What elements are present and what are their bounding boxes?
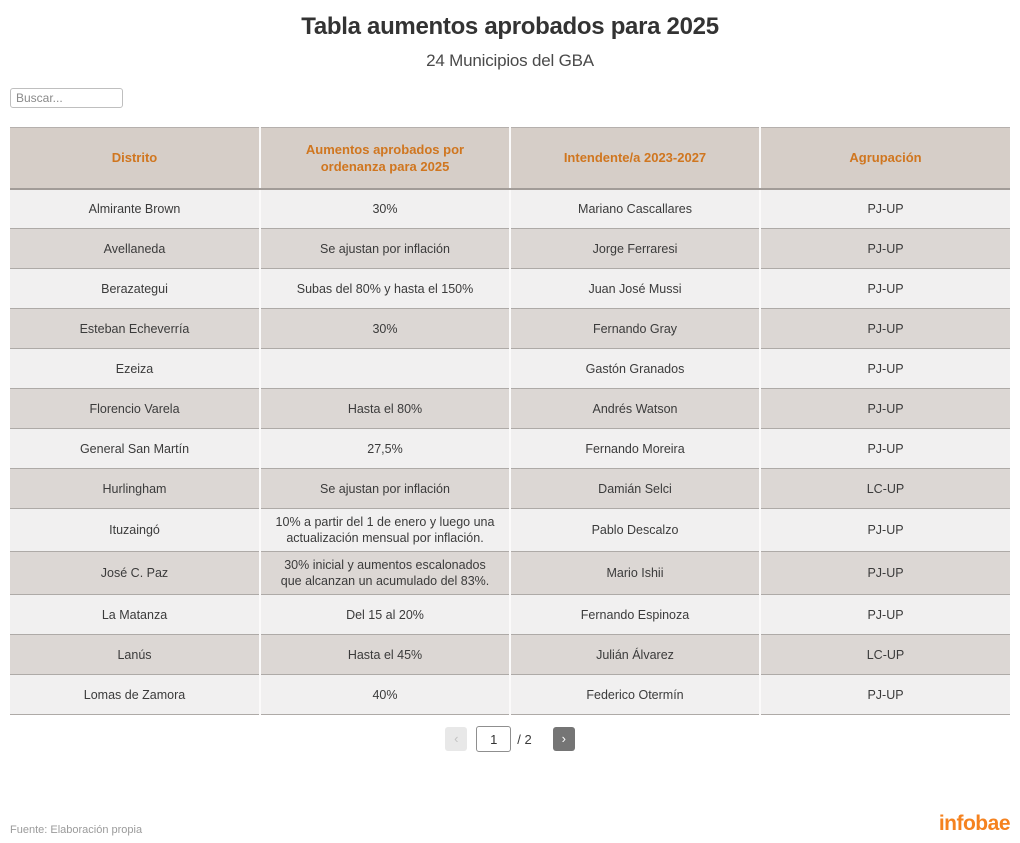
table-cell: Se ajustan por inflación xyxy=(260,469,510,509)
footer xyxy=(0,812,1020,836)
table-cell: Federico Otermín xyxy=(510,675,760,715)
table-cell xyxy=(260,349,510,389)
table-cell: Mario Ishii xyxy=(510,552,760,595)
table-controls xyxy=(10,88,1010,108)
table-cell: Ezeiza xyxy=(10,349,260,389)
page-title: Tabla aumentos aprobados para 2025 xyxy=(301,13,719,40)
table-cell: PJ-UP xyxy=(760,675,1010,715)
table-header xyxy=(10,128,1010,189)
table-container xyxy=(10,127,1010,715)
table-cell: Fernando Moreira xyxy=(510,429,760,469)
column-header[interactable]: Agrupación xyxy=(760,128,1010,189)
table-cell: Juan José Mussi xyxy=(510,269,760,309)
table-cell: Almirante Brown xyxy=(10,189,260,229)
table-cell: PJ-UP xyxy=(760,349,1010,389)
table-cell: 10% a partir del 1 de enero y luego una actualización mensual por inflación. xyxy=(260,509,510,552)
table-row xyxy=(10,469,1010,509)
table-cell: Esteban Echeverría xyxy=(10,309,260,349)
column-header[interactable]: Aumentos aprobados por ordenanza para 2025 xyxy=(260,128,510,189)
table-row xyxy=(10,389,1010,429)
table-cell: PJ-UP xyxy=(760,429,1010,469)
next-page-button[interactable] xyxy=(553,727,575,751)
prev-page-button[interactable] xyxy=(445,727,467,751)
table-cell: PJ-UP xyxy=(760,595,1010,635)
table-cell: LC-UP xyxy=(760,469,1010,509)
table-row xyxy=(10,429,1010,469)
table-row xyxy=(10,229,1010,269)
table-cell: Berazategui xyxy=(10,269,260,309)
page-subtitle: 24 Municipios del GBA xyxy=(426,51,594,70)
table-row xyxy=(10,349,1010,389)
table-cell: Hurlingham xyxy=(10,469,260,509)
table-row xyxy=(10,189,1010,229)
table-cell: LC-UP xyxy=(760,635,1010,675)
table-cell: Hasta el 45% xyxy=(260,635,510,675)
chevron-left-icon: ‹ xyxy=(454,731,459,746)
table-row xyxy=(10,595,1010,635)
table-cell: PJ-UP xyxy=(760,389,1010,429)
table-cell: Se ajustan por inflación xyxy=(260,229,510,269)
infobae-logo: infobae xyxy=(938,812,1010,835)
table-cell: Hasta el 80% xyxy=(260,389,510,429)
table-row xyxy=(10,635,1010,675)
table-cell: 27,5% xyxy=(260,429,510,469)
table-cell: 30% xyxy=(260,189,510,229)
source-caption: Fuente: Elaboración propia xyxy=(10,824,143,836)
search-input[interactable] xyxy=(10,88,123,108)
table-cell: Mariano Cascallares xyxy=(510,189,760,229)
table-cell: 30% xyxy=(260,309,510,349)
table-cell: Fernando Gray xyxy=(510,309,760,349)
table-cell: PJ-UP xyxy=(760,509,1010,552)
pagination xyxy=(0,726,1020,752)
table-cell: José C. Paz xyxy=(10,552,260,595)
table-cell: PJ-UP xyxy=(760,189,1010,229)
table-cell: Pablo Descalzo xyxy=(510,509,760,552)
table-cell: Jorge Ferraresi xyxy=(510,229,760,269)
table-cell: Florencio Varela xyxy=(10,389,260,429)
table-cell: PJ-UP xyxy=(760,229,1010,269)
table-row xyxy=(10,552,1010,595)
page-number-input[interactable] xyxy=(476,726,511,752)
table-row xyxy=(10,269,1010,309)
table-cell: PJ-UP xyxy=(760,552,1010,595)
table-cell: 30% inicial y aumentos escalonados que alcanzan un acumulado del 83%. xyxy=(260,552,510,595)
table-cell: 40% xyxy=(260,675,510,715)
table-cell: Ituzaingó xyxy=(10,509,260,552)
table-cell: Avellaneda xyxy=(10,229,260,269)
table-cell: PJ-UP xyxy=(760,309,1010,349)
column-header[interactable]: Distrito xyxy=(10,128,260,189)
table-cell: Del 15 al 20% xyxy=(260,595,510,635)
table-cell: Subas del 80% y hasta el 150% xyxy=(260,269,510,309)
table-header-row xyxy=(10,128,1010,189)
table-row xyxy=(10,309,1010,349)
table-cell: Julián Álvarez xyxy=(510,635,760,675)
table-cell: Damián Selci xyxy=(510,469,760,509)
title-block xyxy=(0,0,1020,71)
table-cell: Lomas de Zamora xyxy=(10,675,260,715)
table-cell: La Matanza xyxy=(10,595,260,635)
table-cell: General San Martín xyxy=(10,429,260,469)
table-cell: PJ-UP xyxy=(760,269,1010,309)
table-cell: Lanús xyxy=(10,635,260,675)
table-row xyxy=(10,509,1010,552)
table-row xyxy=(10,675,1010,715)
data-table xyxy=(10,127,1010,715)
chevron-right-icon: › xyxy=(561,731,566,746)
column-header[interactable]: Intendente/a 2023-2027 xyxy=(510,128,760,189)
table-cell: Fernando Espinoza xyxy=(510,595,760,635)
page-total-label: / 2 xyxy=(517,731,532,747)
table-cell: Gastón Granados xyxy=(510,349,760,389)
table-cell: Andrés Watson xyxy=(510,389,760,429)
table-body xyxy=(10,189,1010,715)
